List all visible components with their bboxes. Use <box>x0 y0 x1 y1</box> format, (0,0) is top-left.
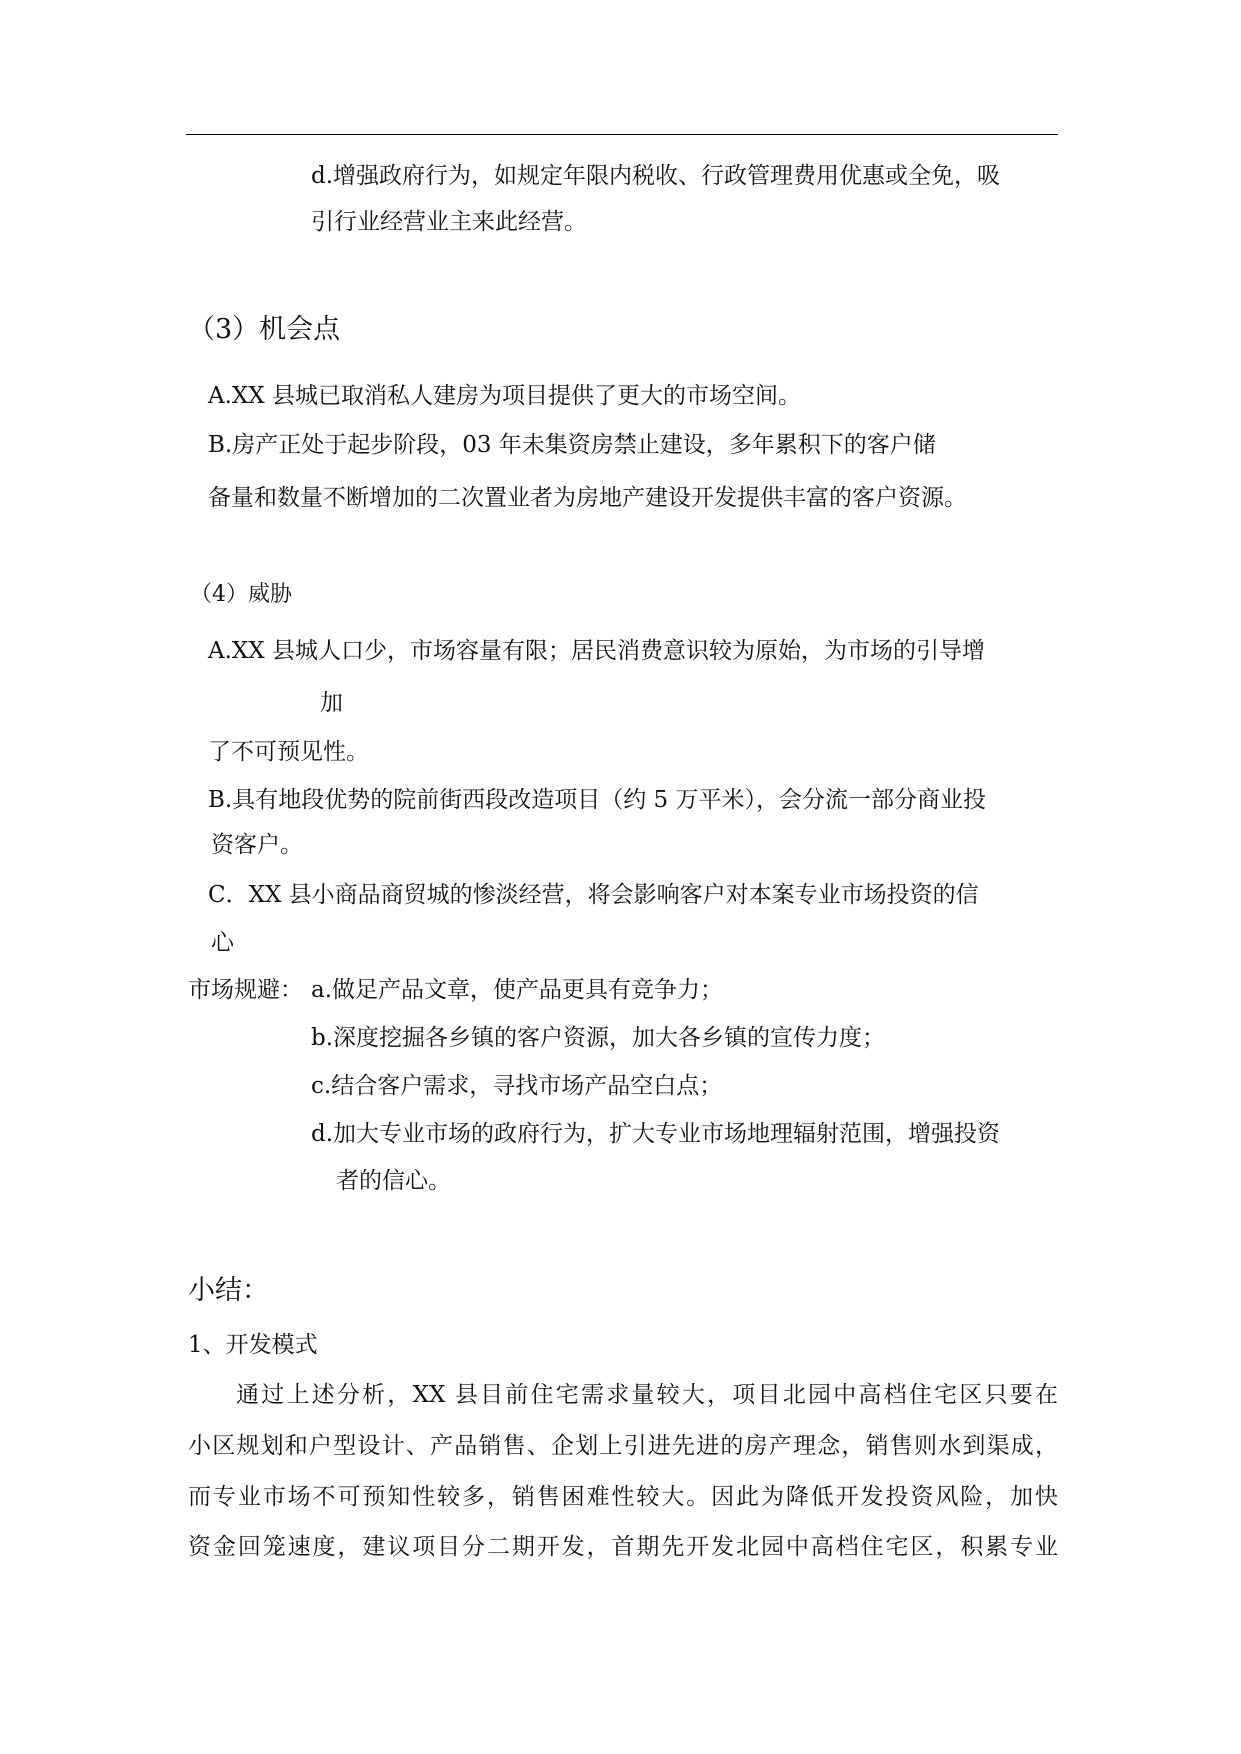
threat-item-a-line-2: 加 <box>320 690 343 716</box>
opportunity-item-b-line-2: 备量和数量不断增加的二次置业者为房地产建设开发提供丰富的客户资源。 <box>208 485 967 511</box>
summary-subheading: 1、开发模式 <box>188 1332 318 1358</box>
header-rule <box>186 134 1058 135</box>
intro-line-1: d.增强政府行为，如规定年限内税收、行政管理费用优惠或全免，吸 <box>311 163 1001 189</box>
opportunity-item-a: A.XX 县城已取消私人建房为项目提供了更大的市场空间。 <box>208 383 801 409</box>
avoidance-item-c: c.结合客户需求，寻找市场产品空白点； <box>311 1073 723 1099</box>
avoidance-item-d-line-2: 者的信心。 <box>336 1168 451 1194</box>
section-heading-opportunity: （3）机会点 <box>188 314 341 345</box>
summary-paragraph-line-4: 资金回笼速度，建议项目分二期开发，首期先开发北园中高档住宅区，积累专业 <box>188 1534 1058 1560</box>
summary-paragraph-line-2: 小区规划和户型设计、产品销售、企划上引进先进的房产理念，销售则水到渠成， <box>188 1433 1058 1459</box>
avoidance-label: 市场规避： <box>188 977 303 1003</box>
threat-item-c-line-1: C．XX 县小商品商贸城的惨淡经营，将会影响客户对本案专业市场投资的信 <box>208 882 979 908</box>
threat-item-a-line-3: 了不可预见性。 <box>208 739 369 765</box>
avoidance-item-b: b.深度挖掘各乡镇的客户资源，加大各乡镇的宣传力度； <box>311 1025 886 1051</box>
threat-item-a-line-1: A.XX 县城人口少，市场容量有限；居民消费意识较为原始，为市场的引导增 <box>208 638 985 664</box>
intro-line-2: 引行业经营业主来此经营。 <box>311 209 587 235</box>
avoidance-item-a: a.做足产品文章，使产品更具有竞争力； <box>311 977 724 1003</box>
opportunity-item-b-line-1: B.房产正处于起步阶段，03 年未集资房禁止建设，多年累积下的客户储 <box>208 432 936 458</box>
threat-item-b-line-2: 资客户。 <box>211 832 303 858</box>
summary-paragraph-line-1: 通过上述分析，XX 县目前住宅需求量较大，项目北园中高档住宅区只要在 <box>236 1382 1058 1408</box>
threat-item-c-line-2: 心 <box>211 930 234 956</box>
avoidance-item-d-line-1: d.加大专业市场的政府行为，扩大专业市场地理辐射范围，增强投资 <box>311 1121 1001 1147</box>
threat-item-b-line-1: B.具有地段优势的院前街西段改造项目（约 5 万平米），会分流一部分商业投 <box>208 787 986 813</box>
section-heading-threat: （4）威胁 <box>190 582 292 607</box>
summary-heading: 小结： <box>188 1275 269 1306</box>
summary-paragraph-line-3: 而专业市场不可预知性较多，销售困难性较大。因此为降低开发投资风险，加快 <box>188 1484 1058 1510</box>
